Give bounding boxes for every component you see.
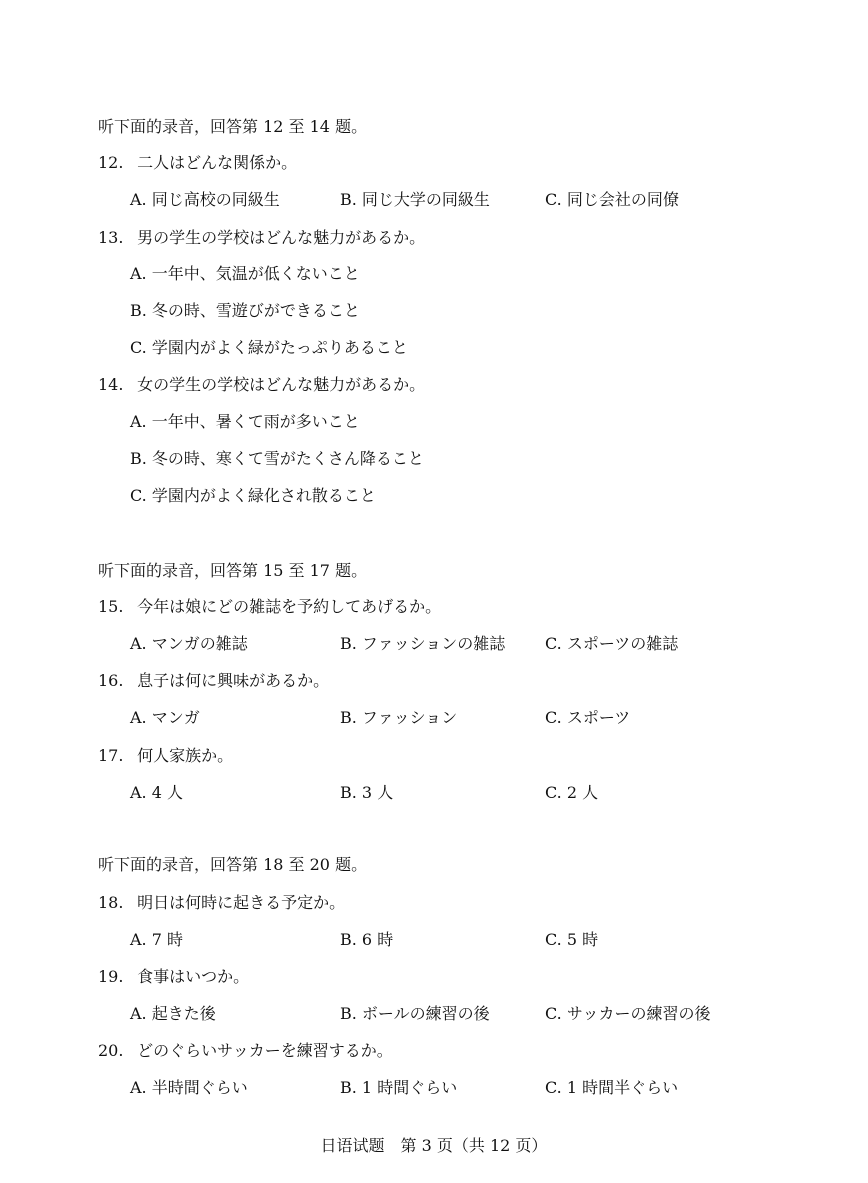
question-number: 16. [98,671,124,690]
section-instruction: 听下面的录音，回答第 18 至 20 题。 [98,855,368,874]
question-number: 20. [98,1041,124,1060]
page-footer: 日语试题 第 3 页（共 12 页） [320,1136,548,1155]
question-14 [98,375,425,395]
question-number: 19. [98,967,124,986]
option-b: B. ファッションの雑誌 [340,634,506,653]
question-13 [98,228,425,248]
option-c: C. 学園内がよく緑化され散ること [130,486,376,505]
option-a: A. 7 時 [130,930,183,949]
question-text: 息子は何に興味があるか。 [137,671,330,690]
option-a: A. 4 人 [130,783,183,802]
option-c: C. 2 人 [545,783,599,802]
option-a: A. 同じ高校の同級生 [130,190,280,209]
question-number: 13. [98,228,124,247]
option-b: B. 冬の時、雪遊びができること [130,301,360,320]
section-instruction: 听下面的录音，回答第 12 至 14 题。 [98,117,368,136]
question-12 [98,153,297,173]
question-text: 男の学生の学校はどんな魅力があるか。 [137,228,426,247]
question-text: 食事はいつか。 [137,967,250,986]
option-b: B. 6 時 [340,930,394,949]
question-number: 12. [98,153,124,172]
option-b: B. 1 時間ぐらい [340,1078,458,1097]
option-b: B. ボールの練習の後 [340,1004,490,1023]
section-instruction: 听下面的录音，回答第 15 至 17 题。 [98,561,368,580]
option-b: B. ファッション [340,708,458,727]
option-a: A. マンガの雑誌 [130,634,248,653]
option-c: C. スポーツ [545,708,631,727]
question-number: 17. [98,746,124,765]
question-16 [98,671,329,691]
option-b: B. 同じ大学の同級生 [340,190,490,209]
question-number: 15. [98,597,124,616]
option-c: C. 同じ会社の同僚 [545,190,679,209]
option-c: C. スポーツの雑誌 [545,634,679,653]
question-19 [98,967,249,987]
question-text: 女の学生の学校はどんな魅力があるか。 [137,375,426,394]
question-text: 明日は何時に起きる予定か。 [137,893,346,912]
option-c: C. サッカーの練習の後 [545,1004,711,1023]
question-text: 二人はどんな関係か。 [137,153,298,172]
option-c: C. 5 時 [545,930,599,949]
option-a: A. 半時間ぐらい [130,1078,248,1097]
question-number: 18. [98,893,124,912]
question-18 [98,893,345,913]
question-20 [98,1041,393,1061]
option-c: C. 1 時間半ぐらい [545,1078,679,1097]
question-text: 今年は娘にどの雑誌を予約してあげるか。 [137,597,442,616]
option-b: B. 冬の時、寒くて雪がたくさん降ること [130,449,424,468]
option-b: B. 3 人 [340,783,394,802]
option-a: A. 起きた後 [130,1004,216,1023]
question-15 [98,597,441,617]
question-text: 何人家族か。 [137,746,234,765]
option-c: C. 学園内がよく緑がたっぷりあること [130,338,408,357]
question-17 [98,746,233,766]
option-a: A. 一年中、暑くて雨が多いこと [130,412,360,431]
option-a: A. 一年中、気温が低くないこと [130,264,360,283]
question-number: 14. [98,375,124,394]
option-a: A. マンガ [130,708,200,727]
question-text: どのぐらいサッカーを練習するか。 [137,1041,393,1060]
